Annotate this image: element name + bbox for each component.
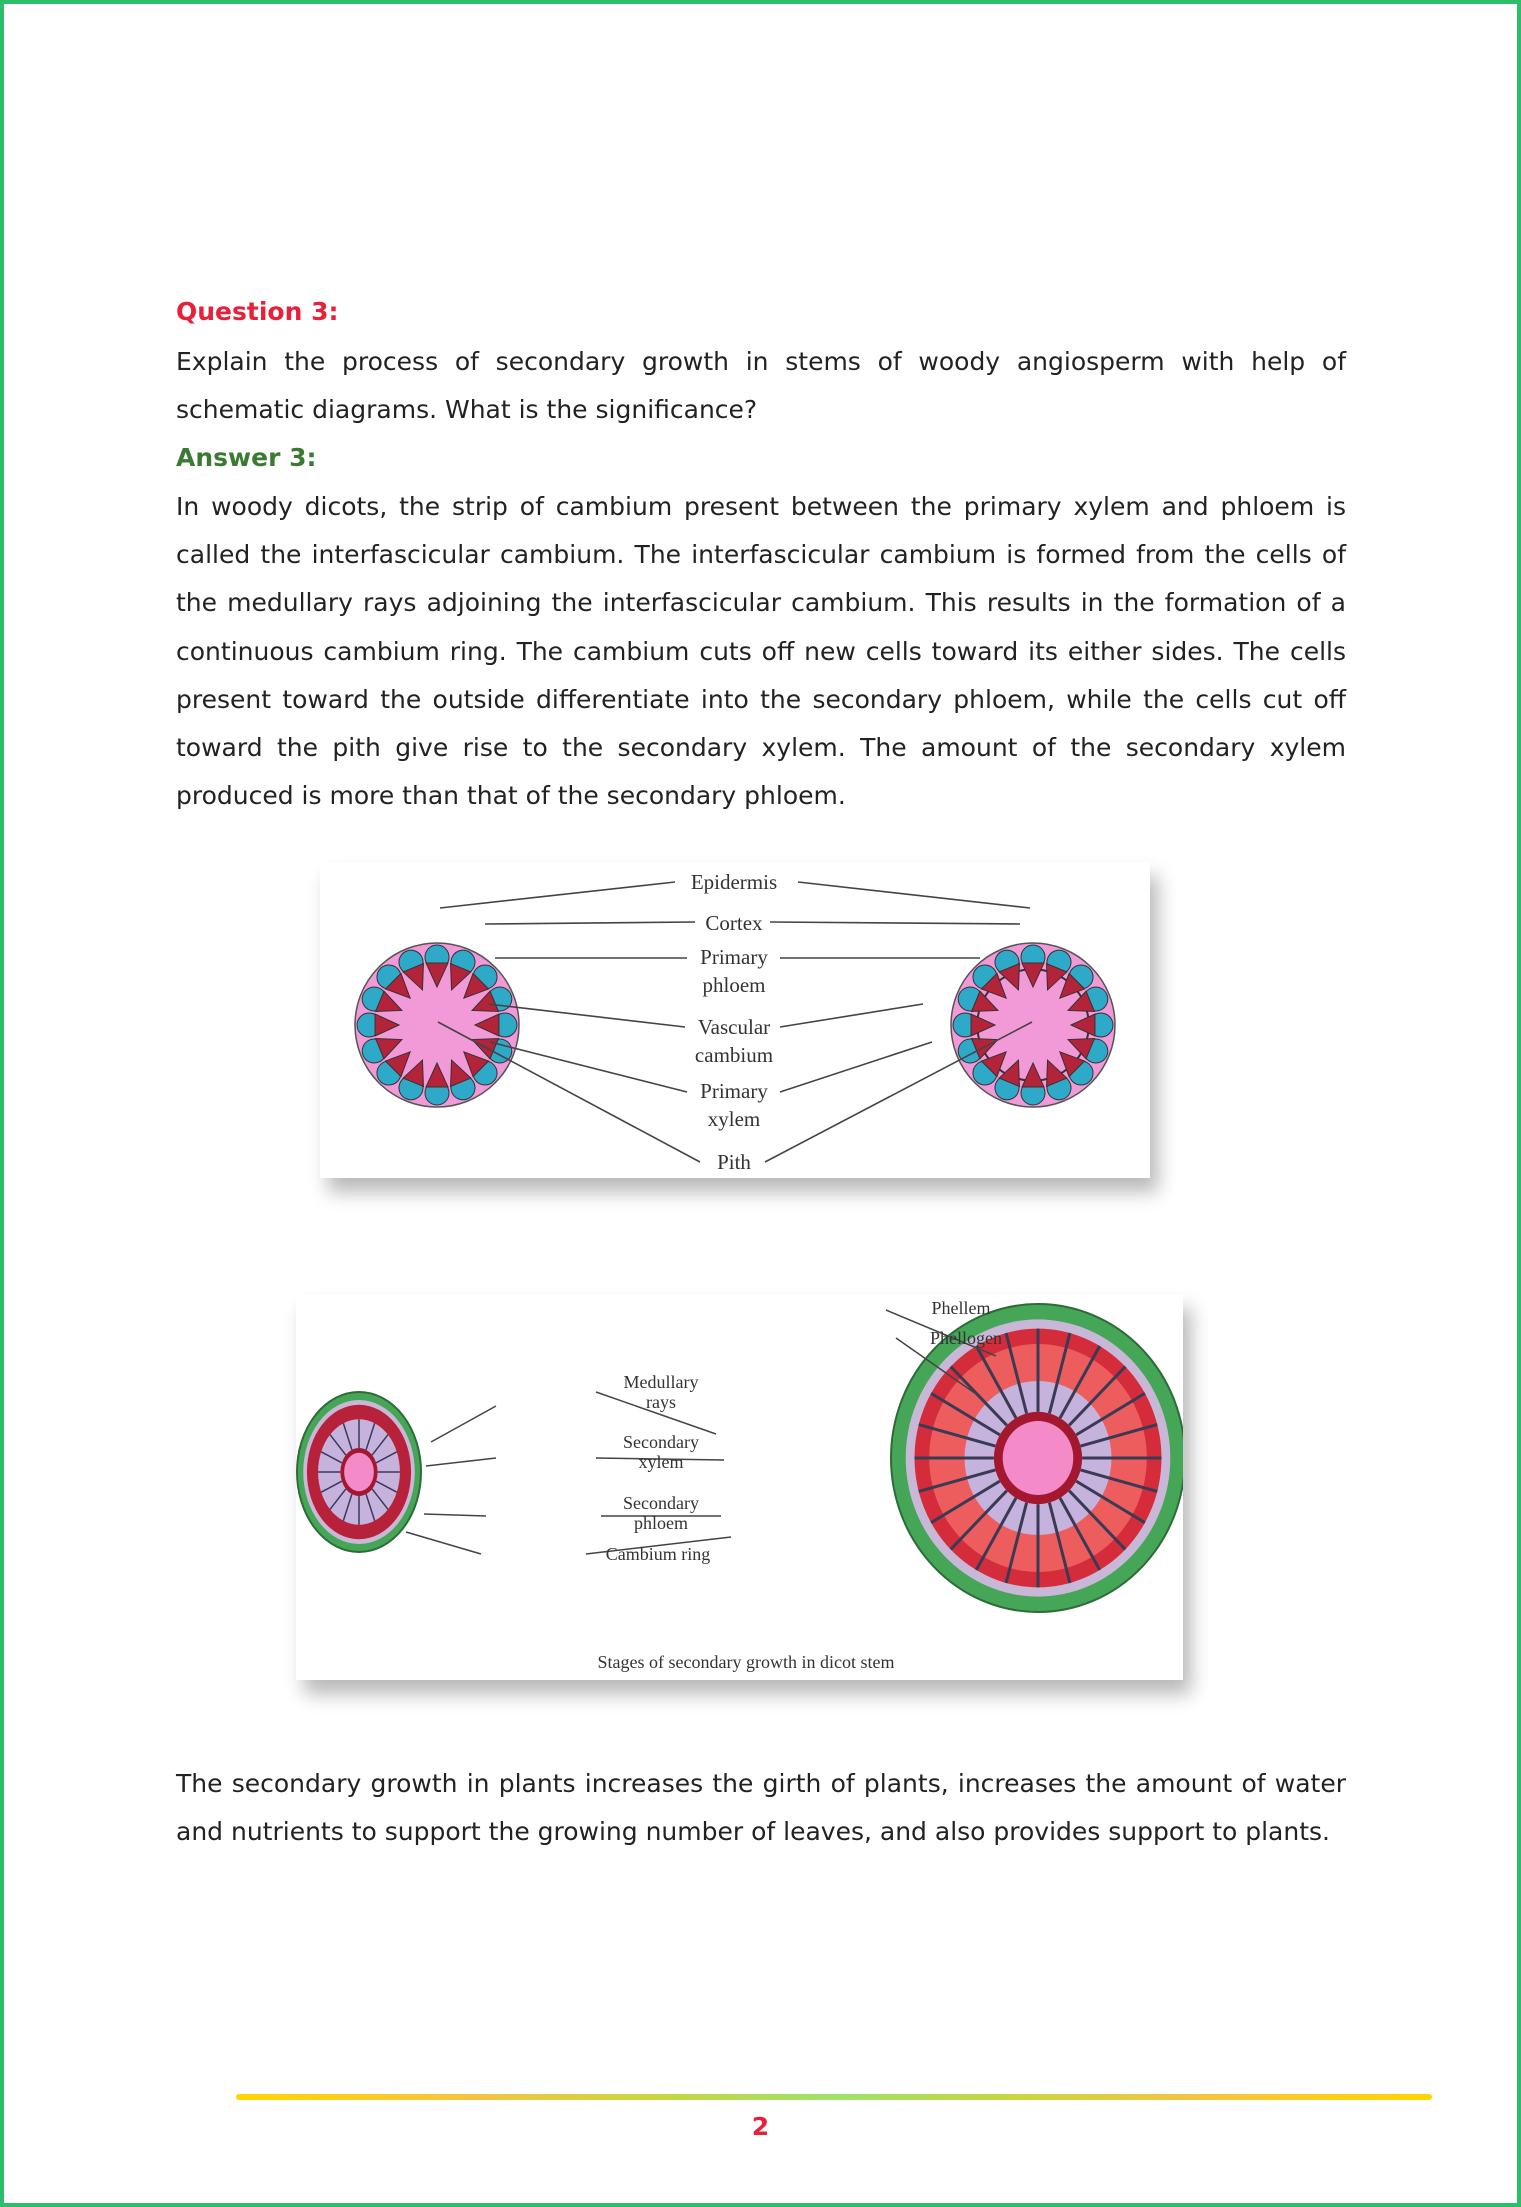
label-medullary-rays-2: rays: [646, 1392, 676, 1412]
label-cambium-ring: Cambium ring: [605, 1544, 711, 1564]
label-vascular-cambium-2: cambium: [694, 1043, 774, 1067]
figure-caption: Stages of secondary growth in dicot stem: [597, 1652, 895, 1672]
page-number: 2: [751, 2112, 770, 2141]
label-pith: Pith: [717, 1150, 751, 1174]
question-label: Question 3:: [176, 297, 339, 326]
secondary-growth-diagram: [296, 1294, 1183, 1680]
label-phellogen: Phellogen: [930, 1328, 1002, 1348]
question-text: Explain the process of secondary growth in stems of woody angiosperm with help of schematic diagrams. What is the significance?: [176, 347, 1346, 425]
primary-stem-diagram: [320, 862, 1150, 1178]
stem-cross-section: [355, 943, 519, 1107]
label-phellem: Phellem: [931, 1298, 991, 1318]
label-primary-xylem-2: xylem: [707, 1107, 761, 1131]
label-secondary-phloem-2: phloem: [634, 1513, 688, 1533]
label-primary-xylem: Primary: [700, 1079, 768, 1103]
significance-text: The secondary growth in plants increases the girth of plants, increases the amount of water and nutrients to support the growing number of leaves, and also provides support to plants.: [176, 1769, 1346, 1847]
answer-text: In woody dicots, the strip of cambium present between the primary xylem and phloem is called the interfascicular cambium. The interfascicular cambium is formed from the cells of the medullary rays adjoining the interfascicular cambium. This results in the formation of a continuous cambium ring. The cambium cuts off new cells toward its either sides. The cells present toward the outside differentiate into the secondary phloem, while the cells cut off toward the pith give rise to the secondary xylem. The amount of the secondary xylem produced is more than that of the secondary phloem.: [176, 492, 1346, 811]
label-epidermis: Epidermis: [690, 870, 778, 894]
stem-cross-section: [891, 1304, 1183, 1612]
answer-label: Answer 3:: [176, 443, 317, 472]
label-vascular-cambium: Vascular: [697, 1015, 771, 1039]
label-primary-phloem: Primary: [700, 945, 768, 969]
label-secondary-phloem: Secondary: [623, 1493, 699, 1513]
label-primary-phloem-2: phloem: [702, 973, 766, 997]
label-secondary-xylem-2: xylem: [638, 1452, 684, 1472]
stem-cross-section: [297, 1392, 421, 1552]
label-secondary-xylem: Secondary: [623, 1432, 699, 1452]
label-medullary-rays: Medullary: [623, 1372, 699, 1392]
label-cortex: Cortex: [705, 911, 763, 935]
stem-cross-section: [951, 943, 1115, 1107]
footer-divider: [236, 2094, 1432, 2100]
